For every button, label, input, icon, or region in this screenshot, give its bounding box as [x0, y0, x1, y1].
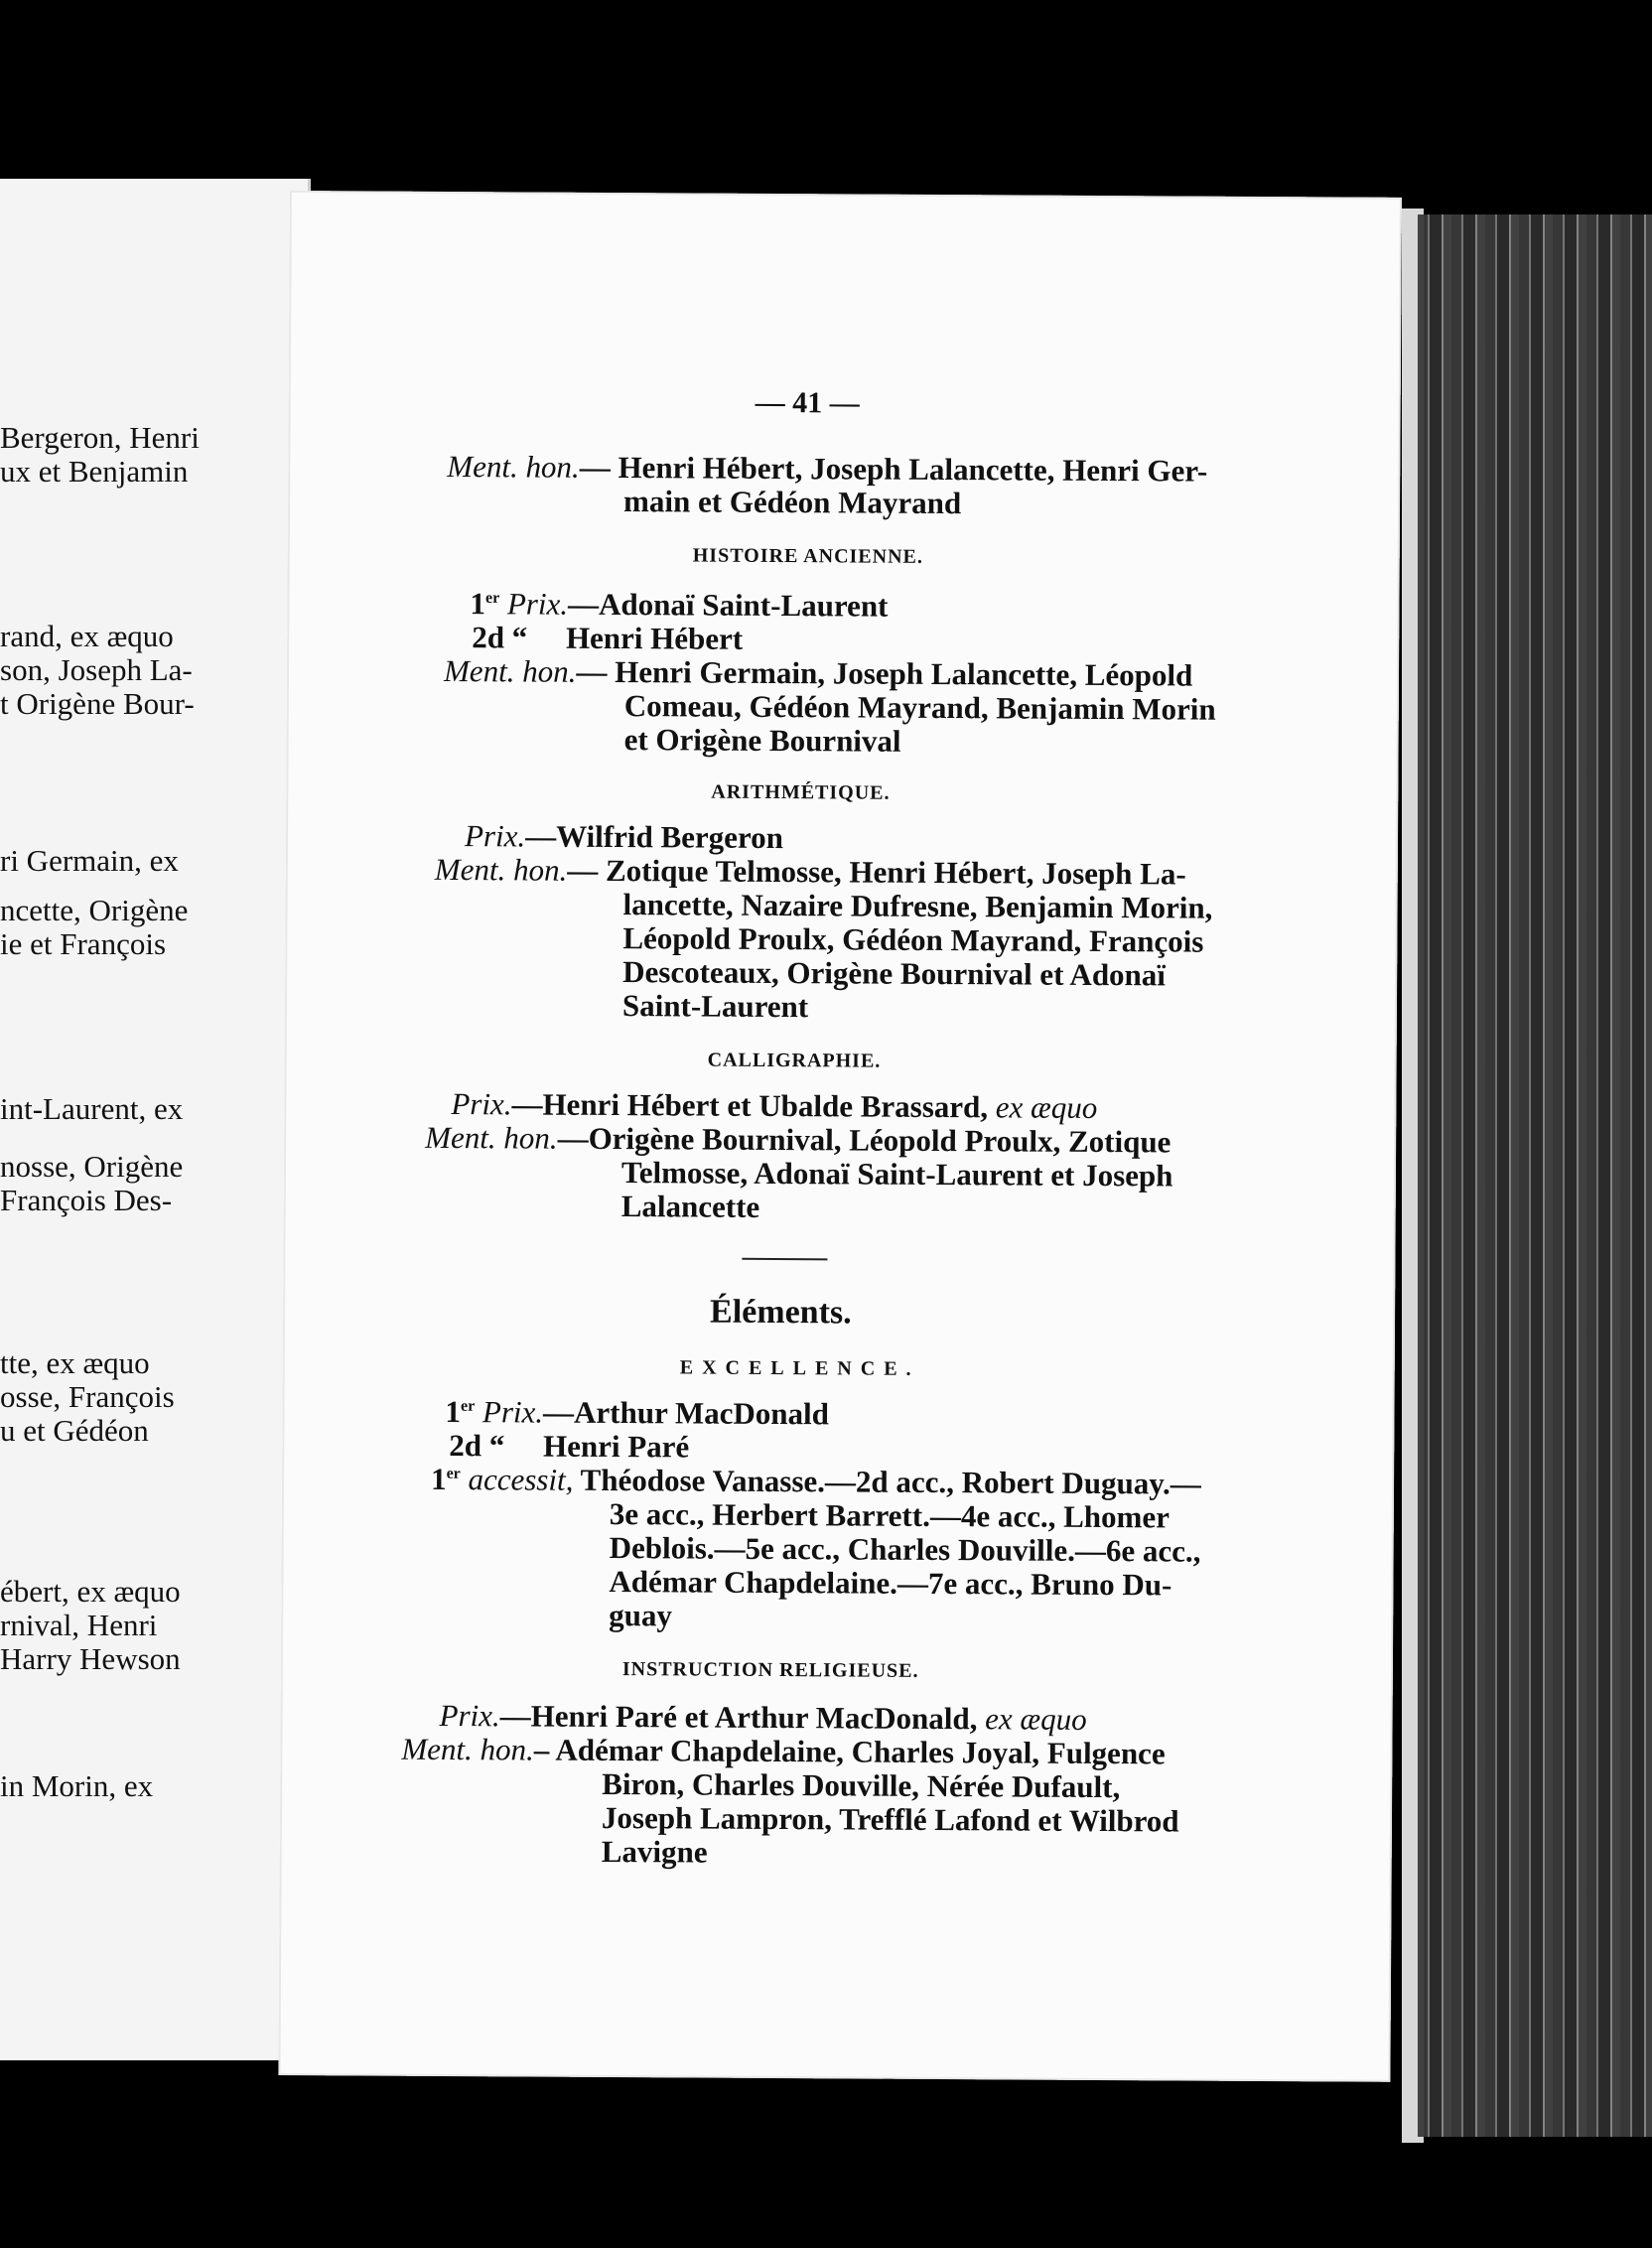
left-line: ri Germain, ex [0, 843, 179, 878]
prize-label: Prix. [439, 1697, 500, 1734]
left-line: ux et Benjamin [0, 454, 189, 489]
mention-line: Joseph Lampron, Trefflé Lafond et Wilbrod [601, 1799, 1179, 1839]
mention-line [401, 1733, 1165, 1771]
left-line: ébert, ex æquo [0, 1574, 181, 1609]
left-line: ie et François [0, 926, 167, 961]
prize-label: Prix. [451, 1086, 512, 1122]
mention-line [425, 1121, 1170, 1160]
left-line: son, Joseph La- [0, 652, 193, 687]
mention-label: Ment. hon. [443, 652, 577, 689]
left-line: tte, ex æquo [0, 1345, 150, 1380]
ex-aequo: ex æquo [985, 1701, 1087, 1737]
mention-text: — Zotique Telmosse, Henri Hébert, Joseph La- [567, 852, 1186, 892]
left-line: Bergeron, Henri [0, 420, 200, 455]
left-line: rand, ex æquo [0, 619, 174, 653]
prize-text: Henri Hébert [565, 620, 744, 656]
section-heading: INSTRUCTION RELIGIEUSE. [621, 1658, 919, 1682]
accessit-line: Deblois.—5e acc., Charles Douville.—6e acc., [609, 1529, 1201, 1569]
left-line: Harry Hewson [0, 1641, 181, 1676]
prize-text: —Wilfrid Bergeron [525, 818, 784, 856]
ex-aequo: ex æquo [995, 1089, 1098, 1125]
prize-line [451, 1087, 1097, 1125]
mention-label: Ment. hon. [447, 448, 580, 485]
left-line: rnival, Henri [0, 1608, 158, 1642]
accessit-number: 1 [430, 1461, 447, 1496]
prize-line [470, 587, 888, 624]
prize-label: 2d “ [449, 1428, 505, 1464]
main-page [278, 191, 1402, 2082]
mention-line: et Origène Bournival [623, 722, 901, 759]
section-heading: CALLIGRAPHIE. [707, 1049, 882, 1072]
prize-label: Prix. [506, 586, 569, 622]
prize-text: —Arthur MacDonald [542, 1394, 830, 1432]
section-divider [742, 1258, 827, 1261]
mention-line: Saint-Laurent [621, 988, 809, 1025]
accessit-line: 3e acc., Herbert Barrett.—4e acc., Lhomer [609, 1495, 1170, 1535]
mention-line: main et Gédéon Mayrand [622, 484, 962, 521]
mention-line: Lalancette [620, 1189, 760, 1224]
page-number: — 41 — [755, 385, 860, 420]
prize-line [465, 819, 783, 855]
section-heading: EXCELLENCE. [679, 1356, 920, 1380]
accessit-text: Théodose Vanasse.—2d acc., Robert Duguay.— [580, 1462, 1201, 1501]
prize-sup: er [460, 1397, 476, 1415]
prize-text: —Henri Paré et Arthur MacDonald, [499, 1698, 978, 1737]
prize-number: 1 [470, 586, 486, 622]
mention-line: Lavigne [601, 1833, 708, 1870]
section-title: Éléments. [709, 1293, 852, 1332]
prize-sup: er [484, 589, 500, 607]
section-heading: ARITHMÉTIQUE. [711, 780, 891, 804]
accessit-line [431, 1463, 1201, 1501]
left-line: t Origène Bour- [0, 686, 195, 721]
prize-text: Henri Paré [542, 1428, 690, 1465]
book-page-edges [1418, 214, 1652, 2137]
left-line: ncette, Origène [0, 893, 189, 927]
prize-text: —Adonaï Saint-Laurent [567, 586, 889, 624]
prize-number: 1 [445, 1393, 462, 1430]
mention-label: Ment. hon. [425, 1119, 558, 1156]
left-line: François Des- [0, 1183, 173, 1217]
prize-label: Prix. [482, 1394, 544, 1430]
section-heading: HISTOIRE ANCIENNE. [692, 544, 923, 568]
left-line: osse, François [0, 1379, 175, 1414]
prize-label: 2d “ [472, 620, 528, 655]
mention-line: Comeau, Gédéon Mayrand, Benjamin Morin [623, 688, 1216, 727]
mention-text: — Henri Germain, Joseph Lalancette, Léopold [576, 653, 1193, 693]
accessit-line: Adémar Chapdelaine.—7e acc., Bruno Du- [609, 1563, 1172, 1603]
mention-text: —Origène Bournival, Léopold Proulx, Zotique [557, 1120, 1171, 1160]
mention-line: Descoteaux, Origène Bournival et Adonaï [622, 954, 1167, 993]
mention-line: lancette, Nazaire Dufresne, Benjamin Morin, [622, 887, 1213, 925]
mention-line: Telmosse, Adonaï Saint-Laurent et Joseph [620, 1155, 1173, 1194]
left-facing-page [0, 179, 311, 2060]
mention-label: Ment. hon. [401, 1731, 534, 1767]
prize-line [445, 1395, 829, 1431]
mention-line [435, 853, 1186, 892]
prize-line [472, 621, 743, 656]
mention-line: Biron, Charles Douville, Nérée Dufault, [602, 1765, 1121, 1805]
accessit-line: guay [609, 1597, 673, 1633]
left-line: u et Gédéon [0, 1413, 149, 1448]
mention-line [447, 450, 1207, 489]
mention-line [444, 654, 1192, 693]
prize-line [440, 1699, 1087, 1737]
prize-label: Prix. [464, 818, 526, 854]
accessit-sup: er [446, 1465, 461, 1482]
left-line: int-Laurent, ex [0, 1091, 184, 1126]
left-line: nosse, Origène [0, 1149, 184, 1184]
mention-text: – Adémar Chapdelaine, Charles Joyal, Fulgence [533, 1732, 1166, 1771]
mention-label: Ment. hon. [434, 851, 568, 888]
mention-line: Léopold Proulx, Gédéon Mayrand, François [622, 920, 1204, 959]
mention-text: — Henri Hébert, Joseph Lalancette, Henri Ger- [579, 449, 1208, 489]
left-line: in Morin, ex [0, 1768, 154, 1803]
prize-line [449, 1429, 689, 1464]
prize-text: —Henri Hébert et Ubalde Brassard, [511, 1086, 989, 1125]
accessit-label: accessit, [468, 1462, 574, 1497]
